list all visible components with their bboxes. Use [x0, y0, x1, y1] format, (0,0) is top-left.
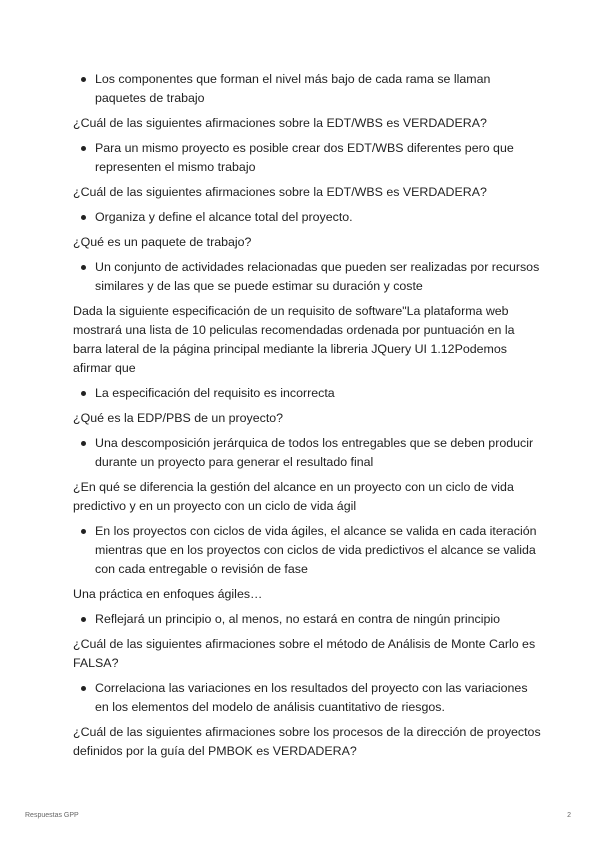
question-text: Una práctica en enfoques ágiles… [73, 587, 263, 601]
answer-list [73, 384, 543, 403]
answer-list [73, 610, 543, 629]
question-text: ¿Qué es un paquete de trabajo? [73, 235, 252, 249]
answer-list [73, 208, 543, 227]
answer-item: Para un mismo proyecto es posible crear dos EDT/WBS diferentes pero que representen el mismo trabajo [95, 139, 543, 177]
answer-list [73, 139, 543, 177]
question-text: ¿Cuál de las siguientes afirmaciones sobre los procesos de la dirección de proyectos definidos por la guía del PMBOK es VERDADERA? [73, 725, 541, 758]
question-text: ¿Cuál de las siguientes afirmaciones sobre la EDT/WBS es VERDADERA? [73, 116, 487, 130]
answer-item: La especificación del requisito es incorrecta [95, 384, 543, 403]
answer-item: Un conjunto de actividades relacionadas que pueden ser realizadas por recursos similares y de las que se puede estimar su duración y coste [95, 258, 543, 296]
footer-document-title: Respuestas GPP [25, 812, 79, 819]
question-text: ¿Cuál de las siguientes afirmaciones sobre el método de Análisis de Monte Carlo es FALSA? [73, 637, 536, 670]
answer-list [73, 258, 543, 296]
answer-item: Correlaciona las variaciones en los resultados del proyecto con las variaciones en los elementos del modelo de análisis cuantitativo de riesgos. [95, 679, 543, 717]
question-text: ¿Qué es la EDP/PBS de un proyecto? [73, 411, 284, 425]
footer-page-number: 2 [567, 812, 571, 819]
answer-item: En los proyectos con ciclos de vida ágiles, el alcance se valida en cada iteración mientras que en los proyectos con ciclos de vida predictivos el alcance se valida con cada entregable o revisión de fase [95, 522, 543, 579]
answer-item: Organiza y define el alcance total del proyecto. [95, 208, 543, 227]
answer-item: Una descomposición jerárquica de todos los entregables que se deben producir durante un proyecto para generar el resultado final [95, 434, 543, 472]
answer-item: Reflejará un principio o, al menos, no estará en contra de ningún principio [95, 610, 543, 629]
answer-item: Los componentes que forman el nivel más bajo de cada rama se llaman paquetes de trabajo [95, 70, 543, 108]
answer-list [73, 434, 543, 472]
answer-list [73, 522, 543, 579]
question-text: Dada la siguiente especificación de un requisito de software"La plataforma web mostrará una lista de 10 peliculas recomendadas ordenada por puntuación en la barra lateral de la página principal mediante la libreria JQuery UI 1.12Podemos afirmar que [73, 304, 515, 375]
document-body [73, 70, 543, 767]
question-text: ¿Cuál de las siguientes afirmaciones sobre la EDT/WBS es VERDADERA? [73, 185, 487, 199]
answer-list [73, 679, 543, 717]
answer-list [73, 70, 543, 108]
question-text: ¿En qué se diferencia la gestión del alcance en un proyecto con un ciclo de vida predictivo y en un proyecto con un ciclo de vida ágil [73, 480, 514, 513]
